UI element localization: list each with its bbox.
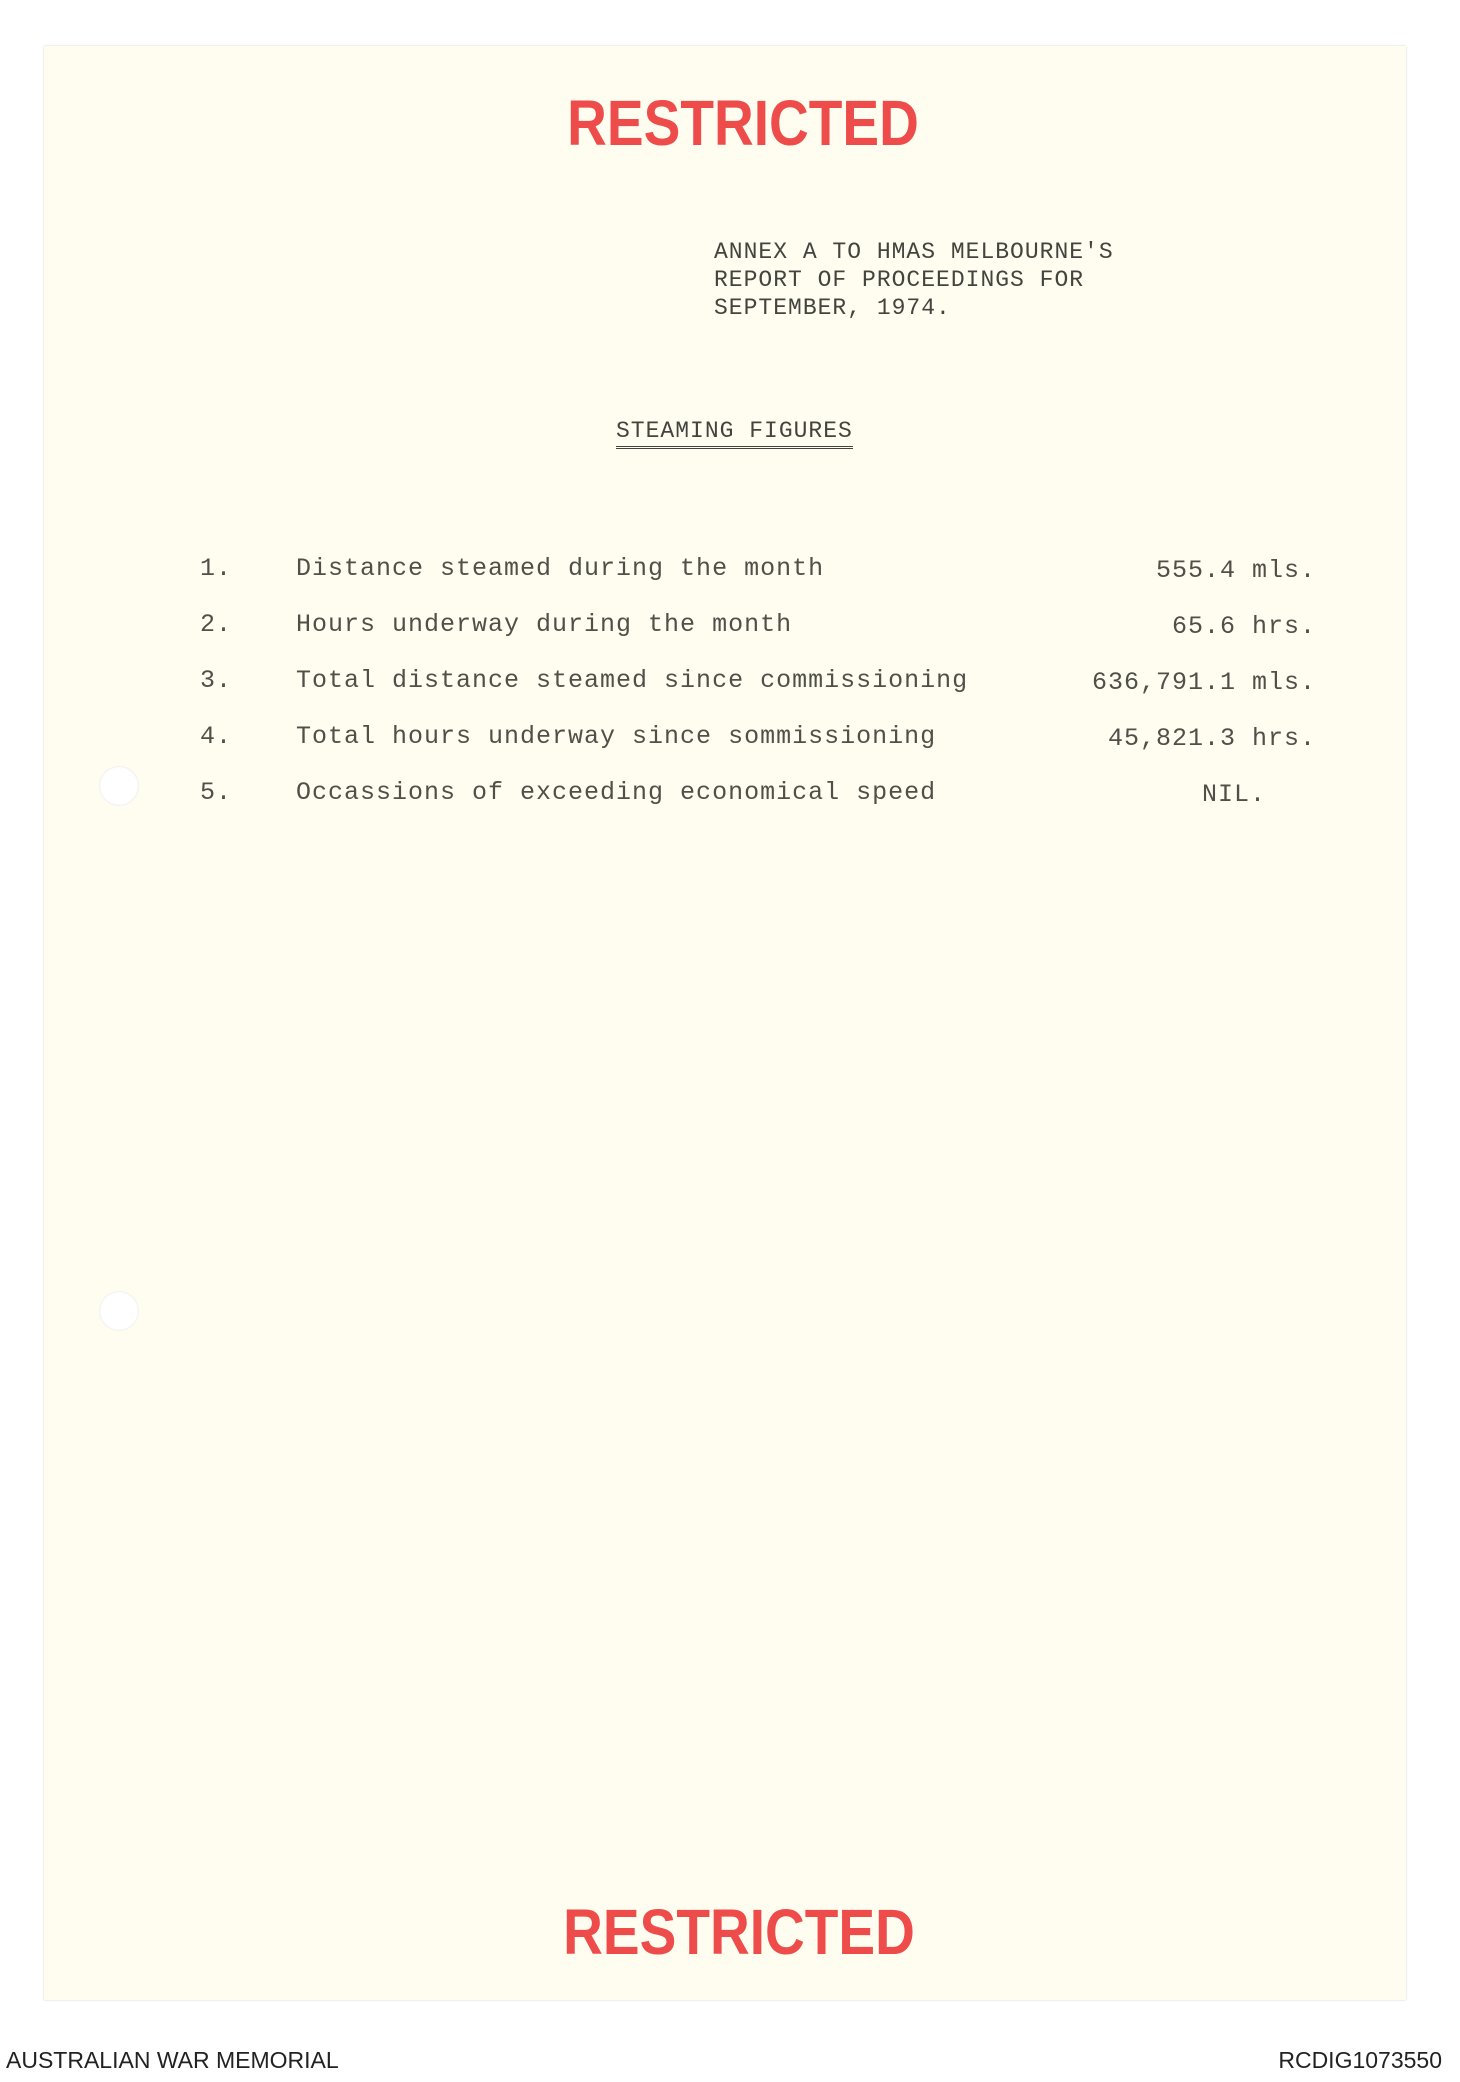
figure-label: Distance steamed during the month (296, 554, 825, 583)
figure-number: 3. (200, 666, 233, 695)
figure-number: 2. (200, 610, 233, 639)
section-heading: STEAMING FIGURES (616, 418, 853, 449)
punch-hole-upper (99, 766, 139, 806)
figure-label: Total hours underway since sommissioning (296, 722, 937, 751)
annex-line-2: REPORT OF PROCEEDINGS FOR (714, 267, 1085, 293)
figure-value: NIL. (1201, 780, 1266, 809)
figure-value: 636,791.1 mls. (1091, 668, 1316, 697)
figure-row (200, 666, 1340, 722)
annex-line-1: ANNEX A TO HMAS MELBOURNE'S (714, 239, 1114, 265)
annex-line-3: SEPTEMBER, 1974. (714, 295, 951, 321)
document-page (44, 46, 1406, 2000)
figure-row (200, 778, 1340, 834)
figure-row (200, 554, 1340, 610)
figure-number: 4. (200, 722, 233, 751)
figure-row (200, 610, 1340, 666)
document-id: RCDIG1073550 (1278, 2047, 1442, 2073)
figure-value: 555.4 mls. (1155, 556, 1316, 585)
figure-label: Total distance steamed since commissioning (296, 666, 969, 695)
restricted-stamp-top: RESTRICTED (567, 87, 919, 159)
figure-row (200, 722, 1340, 778)
figure-number: 5. (200, 778, 233, 807)
figure-value: 45,821.3 hrs. (1107, 724, 1316, 753)
annex-reference (714, 238, 1114, 322)
figure-value: 65.6 hrs. (1171, 612, 1316, 641)
figure-number: 1. (200, 554, 233, 583)
restricted-stamp-bottom: RESTRICTED (563, 1896, 915, 1968)
steaming-figures-list (200, 554, 1340, 834)
punch-hole-lower (99, 1291, 139, 1331)
figure-label: Hours underway during the month (296, 610, 793, 639)
archive-name: AUSTRALIAN WAR MEMORIAL (6, 2047, 339, 2073)
figure-label: Occassions of exceeding economical speed (296, 778, 937, 807)
